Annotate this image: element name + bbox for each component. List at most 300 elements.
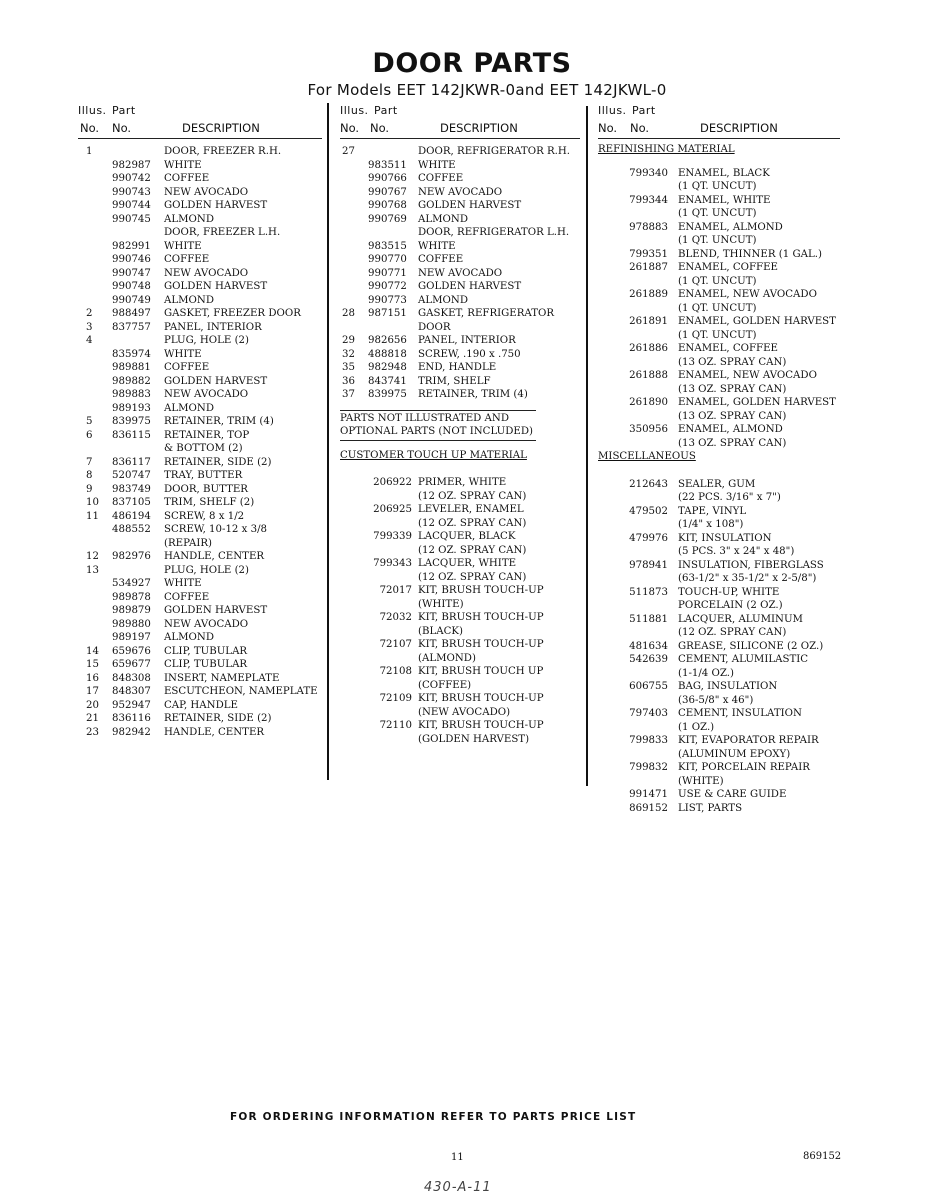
table-row [598, 613, 840, 627]
part-description: DOOR, REFRIGERATOR R.H. [418, 146, 571, 157]
part-description: TOUCH-UP, WHITE [678, 586, 780, 598]
table-row [78, 726, 322, 740]
column-divider [327, 103, 329, 780]
part-description: GOLDEN HARVEST [164, 200, 268, 211]
part-description: DOOR, BUTTER [164, 483, 248, 495]
illus-number: 37 [342, 389, 355, 400]
header-illus: Illus. [598, 104, 627, 117]
table-row [598, 478, 840, 492]
part-number: 839975 [368, 389, 407, 400]
table-row [78, 307, 322, 321]
part-description: (ALUMINUM EPOXY) [678, 748, 791, 760]
part-description: (NEW AVOCADO) [418, 706, 511, 718]
part-number: 606755 [629, 681, 668, 692]
part-description: COFFEE [418, 254, 464, 265]
part-number: 990766 [368, 173, 407, 184]
illus-number: 9 [86, 483, 93, 495]
illus-number: 10 [86, 497, 99, 508]
part-description: (1 QT. UNCUT) [678, 181, 757, 192]
part-description: LIST, PARTS [678, 802, 743, 814]
part-description: PANEL, INTERIOR [164, 321, 262, 333]
table-row [340, 733, 580, 747]
table-row [340, 172, 580, 186]
table-row [340, 517, 580, 531]
part-description: RETAINER, TRIM (4) [164, 416, 274, 427]
handwritten-note: 430-A-11 [424, 1180, 492, 1195]
table-row [78, 469, 322, 483]
part-number: 799832 [629, 762, 668, 773]
table-row [598, 586, 840, 600]
header-illus-no: No. [598, 121, 618, 135]
part-number: 990747 [112, 267, 151, 279]
part-description: DOOR [418, 321, 451, 333]
part-description: LACQUER, ALUMINUM [678, 613, 803, 625]
part-description: RETAINER, TRIM (4) [418, 389, 528, 400]
illus-number: 11 [86, 510, 99, 522]
table-row [340, 557, 580, 571]
table-row [78, 631, 322, 645]
part-description: NEW AVOCADO [418, 267, 503, 279]
misc-list [598, 478, 840, 816]
part-description: (12 OZ. SPRAY CAN) [418, 571, 527, 583]
table-row [340, 240, 580, 254]
part-description: (GOLDEN HARVEST) [418, 733, 530, 745]
part-description: WHITE [418, 159, 456, 171]
illus-number: 4 [86, 335, 93, 346]
part-number: 837757 [112, 321, 151, 333]
part-description: ALMOND [164, 213, 214, 225]
table-row [340, 267, 580, 281]
table-row [78, 577, 322, 591]
part-description: (1-1/4 OZ.) [678, 667, 734, 679]
part-description: DOOR, FREEZER R.H. [164, 146, 282, 157]
part-number: 261887 [629, 262, 668, 273]
part-description: (1 QT. UNCUT) [678, 208, 757, 219]
part-number: 799351 [629, 248, 668, 260]
part-number: 72110 [379, 720, 412, 731]
table-row [598, 491, 840, 505]
part-description: RETAINER, TOP [164, 429, 250, 441]
header-part: Part [632, 104, 656, 117]
header-description: DESCRIPTION [440, 121, 518, 135]
table-row [598, 748, 840, 762]
part-number: 990749 [112, 294, 151, 306]
part-number: 797403 [629, 708, 668, 719]
part-description: (13 OZ. SPRAY CAN) [678, 383, 787, 395]
table-row [78, 145, 322, 159]
table-row [598, 518, 840, 532]
part-number: 261889 [629, 289, 668, 300]
table-row [78, 685, 322, 699]
part-description: COFFEE [164, 362, 210, 373]
part-number: 206922 [373, 477, 412, 488]
part-number: 799339 [373, 531, 412, 542]
table-row [340, 598, 580, 612]
part-description: COFFEE [164, 591, 210, 603]
table-row [78, 456, 322, 470]
part-number: 991471 [629, 789, 668, 800]
table-row [78, 361, 322, 375]
table-row [340, 186, 580, 200]
part-description: BAG, INSULATION [678, 681, 778, 692]
table-row [598, 653, 840, 667]
part-number: 837105 [112, 497, 151, 508]
table-row [598, 734, 840, 748]
table-row [598, 680, 840, 694]
part-number: 990748 [112, 281, 151, 292]
part-description: PORCELAIN (2 OZ.) [678, 600, 783, 611]
part-description: (ALMOND) [418, 652, 476, 664]
header-description: DESCRIPTION [182, 121, 260, 135]
illus-number: 16 [86, 672, 99, 684]
part-description: ENAMEL, NEW AVOCADO [678, 370, 817, 381]
part-description: WHITE [164, 240, 202, 252]
part-description: INSULATION, FIBERGLASS [678, 559, 824, 571]
part-number: 479976 [629, 532, 668, 544]
table-row [598, 207, 840, 221]
table-row [78, 564, 322, 578]
parts-list [78, 145, 322, 739]
part-number: 350956 [629, 424, 668, 435]
part-description: WHITE [164, 348, 202, 360]
table-row [598, 329, 840, 343]
column-header [598, 100, 840, 139]
part-number: 839975 [112, 416, 151, 427]
part-number: 511881 [629, 613, 668, 625]
part-number: 72109 [379, 693, 412, 704]
part-number: 990772 [368, 281, 407, 292]
part-description: (12 OZ. SPRAY CAN) [418, 517, 527, 529]
table-row [340, 503, 580, 517]
table-row [340, 334, 580, 348]
table-row [598, 545, 840, 559]
part-number: 659677 [112, 659, 151, 670]
part-description: TRIM, SHELF (2) [164, 497, 255, 508]
table-row [78, 537, 322, 551]
part-description: DOOR, REFRIGERATOR L.H. [418, 227, 570, 238]
part-number: 799344 [629, 194, 668, 206]
illus-number: 7 [86, 456, 93, 468]
table-row [598, 342, 840, 356]
part-description: KIT, BRUSH TOUCH UP [418, 666, 544, 677]
part-number: 990769 [368, 213, 407, 225]
page-number: 11 [451, 1152, 464, 1163]
part-number: 989882 [112, 375, 151, 387]
part-description: ALMOND [164, 294, 214, 306]
refinishing-heading [598, 143, 840, 157]
part-number: 983749 [112, 483, 151, 495]
table-row [340, 321, 580, 335]
part-description: (12 OZ. SPRAY CAN) [418, 490, 527, 502]
part-description: ENAMEL, ALMOND [678, 424, 783, 435]
part-number: 982987 [112, 159, 151, 171]
part-description: RETAINER, SIDE (2) [164, 713, 272, 724]
table-row [598, 396, 840, 410]
column-divider [586, 106, 588, 786]
part-description: ENAMEL, NEW AVOCADO [678, 289, 817, 300]
part-number: 72107 [379, 639, 412, 650]
part-number: 990770 [368, 254, 407, 265]
part-description: PLUG, HOLE (2) [164, 335, 250, 346]
part-description: WHITE [164, 159, 202, 171]
table-row [78, 645, 322, 659]
part-number: 989878 [112, 591, 151, 603]
part-number: 72108 [379, 666, 412, 677]
part-description: DOOR, FREEZER L.H. [164, 227, 281, 238]
table-row [598, 667, 840, 681]
illus-number: 15 [86, 659, 99, 670]
part-description: (WHITE) [418, 598, 464, 610]
table-row [340, 294, 580, 308]
part-description: WHITE [418, 240, 456, 252]
table-row [78, 240, 322, 254]
parts-column-1 [78, 100, 322, 739]
parts-column-2 [340, 100, 580, 746]
table-row [598, 559, 840, 573]
table-row [340, 719, 580, 733]
table-row [78, 280, 322, 294]
table-row [340, 611, 580, 625]
part-number: 542639 [629, 654, 668, 665]
part-number: 520747 [112, 470, 151, 481]
part-description: (1 QT. UNCUT) [678, 235, 757, 246]
table-row [78, 550, 322, 564]
table-row [78, 442, 322, 456]
part-description: CAP, HANDLE [164, 699, 238, 711]
table-row [598, 180, 840, 194]
part-number: 261890 [629, 397, 668, 408]
column-header [78, 100, 322, 139]
part-number: 989197 [112, 632, 151, 643]
table-row [78, 213, 322, 227]
page-title: DOOR PARTS [372, 48, 572, 79]
table-row [598, 775, 840, 789]
header-illus: Illus. [78, 104, 107, 117]
part-description: CLIP, TUBULAR [164, 645, 248, 657]
table-row [598, 626, 840, 640]
illus-number: 28 [342, 308, 355, 319]
table-row [340, 571, 580, 585]
part-description: LEVELER, ENAMEL [418, 504, 524, 515]
part-description: TRAY, BUTTER [164, 470, 243, 481]
part-description: SCREW, .190 x .750 [418, 348, 521, 360]
part-number: 261891 [629, 316, 668, 327]
header-part-no: No. [370, 121, 390, 135]
part-description: KIT, INSULATION [678, 532, 772, 544]
parts-column-3 [598, 100, 840, 815]
part-number: 659676 [112, 645, 151, 657]
header-illus: Illus. [340, 104, 369, 117]
part-description: GOLDEN HARVEST [164, 605, 268, 616]
table-row [598, 248, 840, 262]
part-description: PANEL, INTERIOR [418, 335, 516, 346]
part-number: 982991 [112, 240, 151, 252]
part-description: (36-5/8" x 46") [678, 694, 754, 706]
part-description: NEW AVOCADO [164, 186, 249, 198]
table-row [78, 159, 322, 173]
table-row [598, 788, 840, 802]
part-description: CEMENT, ALUMILASTIC [678, 654, 809, 665]
part-description: HANDLE, CENTER [164, 726, 265, 738]
part-number: 836115 [112, 429, 151, 441]
table-row [78, 510, 322, 524]
illus-number: 32 [342, 348, 355, 360]
part-description: SEALER, GUM [678, 478, 756, 490]
document-number: 869152 [803, 1151, 842, 1162]
part-number: 488552 [112, 524, 151, 535]
part-number: 534927 [112, 578, 151, 589]
part-description: (1 QT. UNCUT) [678, 329, 757, 341]
misc-heading-text: MISCELLANEOUS [598, 451, 696, 462]
misc-heading [598, 450, 840, 464]
header-illus-no: No. [340, 121, 360, 135]
part-number: 511873 [629, 586, 668, 598]
part-description: PRIMER, WHITE [418, 477, 507, 488]
part-number: 869152 [629, 802, 668, 814]
header-part-no: No. [112, 121, 132, 135]
part-description: KIT, BRUSH TOUCH-UP [418, 612, 544, 623]
table-row [78, 186, 322, 200]
table-row [78, 402, 322, 416]
part-number: 836117 [112, 456, 151, 468]
header-illus-no: No. [80, 121, 100, 135]
part-description: (1 QT. UNCUT) [678, 275, 757, 287]
part-number: 72017 [379, 585, 412, 596]
table-row [598, 275, 840, 289]
part-number: 990743 [112, 186, 151, 198]
part-description: ENAMEL, GOLDEN HARVEST [678, 397, 836, 408]
part-description: GOLDEN HARVEST [164, 375, 268, 387]
part-number: 983515 [368, 240, 407, 252]
touchup-heading-text: CUSTOMER TOUCH UP MATERIAL [340, 449, 527, 461]
part-description: (5 PCS. 3" x 24" x 48") [678, 546, 795, 557]
part-number: 983511 [368, 159, 407, 171]
part-description: NEW AVOCADO [164, 389, 249, 400]
table-row [340, 199, 580, 213]
table-row [78, 321, 322, 335]
part-number: 982976 [112, 551, 151, 562]
part-description: GREASE, SILICONE (2 OZ.) [678, 640, 824, 652]
table-row [340, 388, 580, 402]
table-row [340, 307, 580, 321]
note-line: OPTIONAL PARTS (NOT INCLUDED) [340, 426, 533, 437]
table-row [598, 640, 840, 654]
part-description: ENAMEL, WHITE [678, 194, 771, 206]
table-row [78, 699, 322, 713]
part-description: (1/4" x 108") [678, 519, 744, 530]
part-description: GOLDEN HARVEST [164, 281, 268, 292]
table-row [78, 375, 322, 389]
illus-number: 13 [86, 564, 99, 576]
part-description: ENAMEL, ALMOND [678, 221, 783, 233]
table-row [598, 369, 840, 383]
table-row [598, 694, 840, 708]
table-row [78, 523, 322, 537]
part-number: 990742 [112, 173, 151, 184]
part-description: (BLACK) [418, 625, 463, 637]
table-row [78, 388, 322, 402]
illus-number: 27 [342, 146, 355, 157]
refinishing-list [598, 167, 840, 451]
table-row [340, 490, 580, 504]
table-row [340, 361, 580, 375]
illus-number: 6 [86, 429, 93, 441]
table-row [78, 199, 322, 213]
part-number: 843741 [368, 375, 407, 387]
part-description: TAPE, VINYL [678, 505, 747, 517]
table-row [598, 721, 840, 735]
table-row [78, 267, 322, 281]
table-row [340, 665, 580, 679]
table-row [598, 410, 840, 424]
part-description: USE & CARE GUIDE [678, 789, 787, 800]
part-description: LACQUER, WHITE [418, 558, 517, 569]
part-description: TRIM, SHELF [418, 375, 491, 387]
table-row [78, 672, 322, 686]
table-row [598, 261, 840, 275]
table-row [598, 288, 840, 302]
part-number: 990746 [112, 254, 151, 265]
part-description: END, HANDLE [418, 362, 497, 373]
part-description: GOLDEN HARVEST [418, 200, 522, 211]
table-row [340, 584, 580, 598]
part-number: 848307 [112, 686, 151, 697]
part-description: (1 OZ.) [678, 721, 715, 733]
table-row [340, 226, 580, 240]
table-row [598, 234, 840, 248]
part-description: (12 OZ. SPRAY CAN) [678, 627, 787, 638]
part-number: 990744 [112, 200, 151, 211]
part-number: 486194 [112, 510, 151, 522]
illus-number: 29 [342, 335, 355, 346]
part-description: COFFEE [418, 173, 464, 184]
illus-number: 20 [86, 699, 99, 711]
part-description: (12 OZ. SPRAY CAN) [418, 544, 527, 556]
header-description: DESCRIPTION [700, 121, 778, 135]
part-description: KIT, PORCELAIN REPAIR [678, 762, 810, 773]
part-description: LACQUER, BLACK [418, 531, 516, 542]
part-description: COFFEE [164, 254, 210, 265]
part-description: ALMOND [418, 294, 468, 306]
column-header [340, 100, 580, 139]
not-illustrated-note [340, 410, 536, 441]
table-row [78, 172, 322, 186]
table-row [340, 638, 580, 652]
table-row [78, 618, 322, 632]
table-row [78, 415, 322, 429]
touchup-list [340, 476, 580, 746]
part-description: KIT, EVAPORATOR REPAIR [678, 735, 819, 746]
part-description: KIT, BRUSH TOUCH-UP [418, 639, 544, 650]
table-row [340, 530, 580, 544]
part-description: WHITE [164, 578, 202, 589]
table-row [598, 599, 840, 613]
illus-number: 5 [86, 416, 93, 427]
table-row [340, 213, 580, 227]
part-description: ENAMEL, GOLDEN HARVEST [678, 316, 836, 327]
part-description: (22 PCS. 3/16" x 7") [678, 492, 781, 503]
part-description: (COFFEE) [418, 679, 472, 691]
part-description: NEW AVOCADO [164, 618, 249, 630]
part-number: 987151 [368, 308, 407, 319]
part-number: 261888 [629, 370, 668, 381]
table-row [340, 253, 580, 267]
table-row [78, 591, 322, 605]
part-number: 978883 [629, 221, 668, 233]
illus-number: 35 [342, 362, 355, 373]
table-row [598, 383, 840, 397]
table-row [340, 706, 580, 720]
